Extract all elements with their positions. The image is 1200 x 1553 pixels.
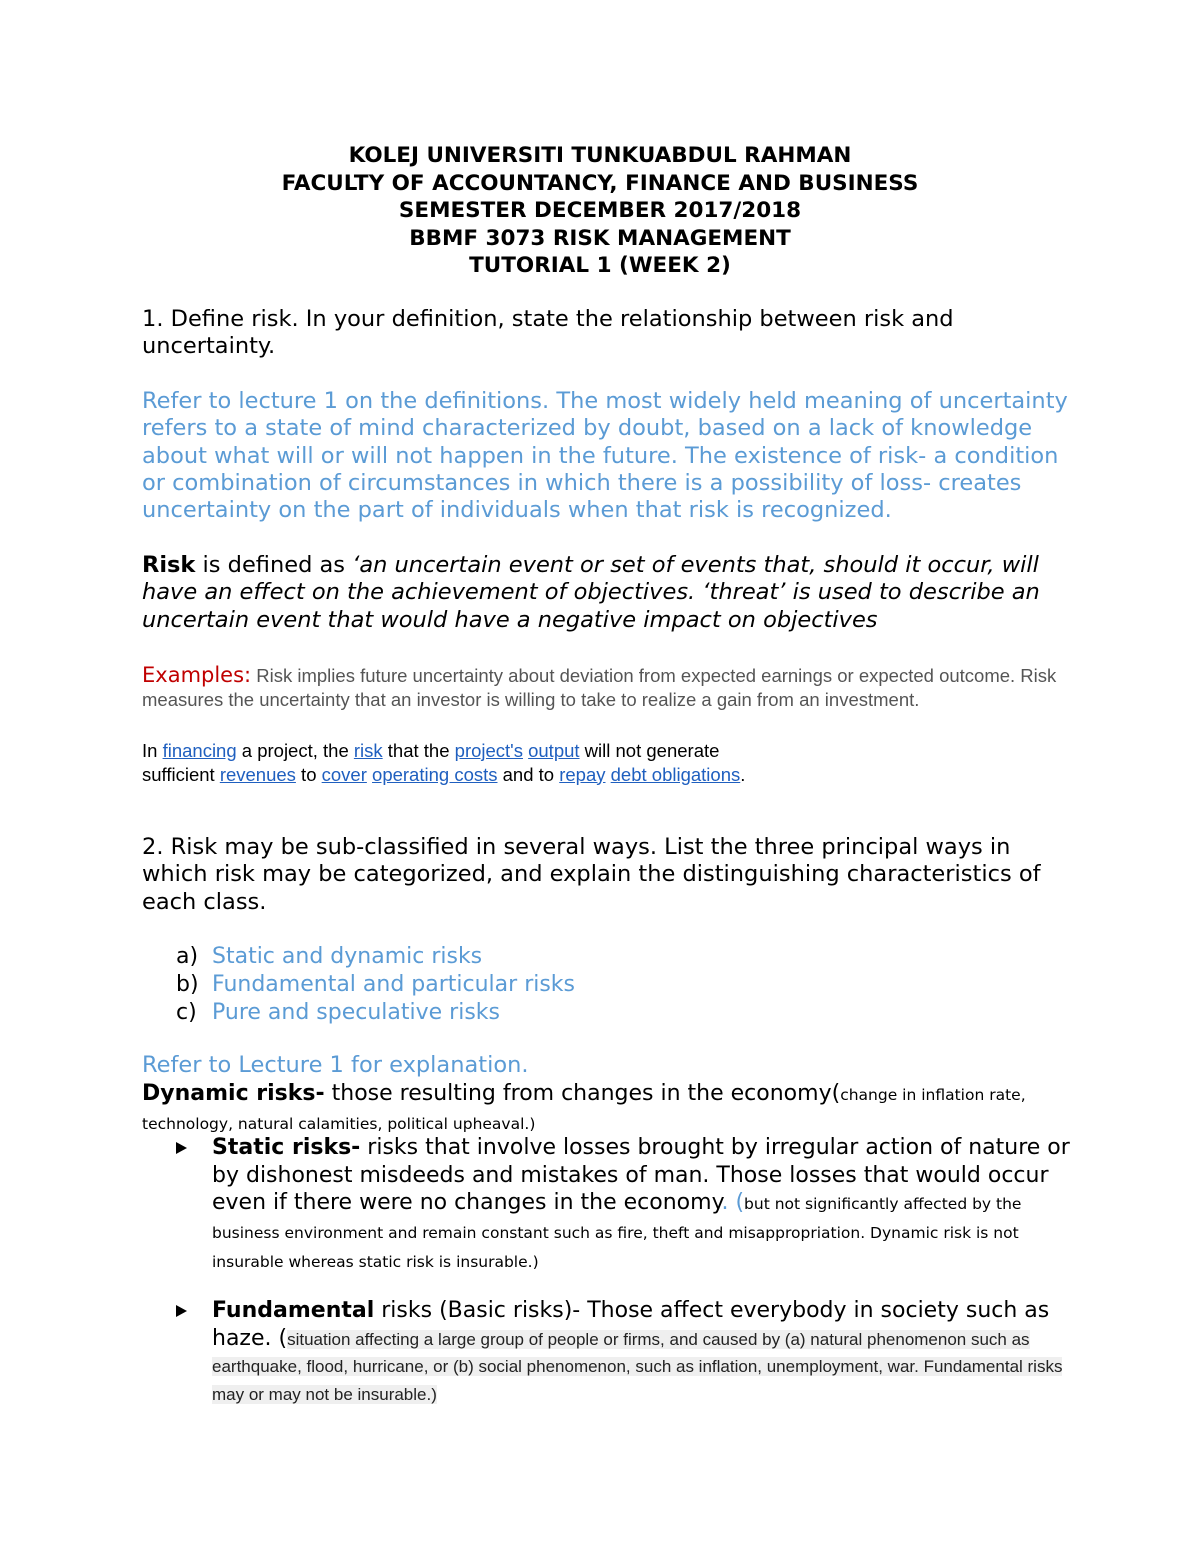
document-header bbox=[0, 142, 1200, 280]
link-cover[interactable]: cover bbox=[321, 763, 367, 785]
link-debt-obligations[interactable]: debt obligations bbox=[610, 763, 741, 785]
static-note: but not significantly affected by the business environment and remain constant such as fire, theft and misappropriation. Dynamic risk is not insurable whereas static risk is insurable.) bbox=[212, 1195, 1022, 1271]
link-output[interactable]: output bbox=[528, 740, 580, 761]
risk-definition-quote: ‘an uncertain event or set of events that, should it occur, will have an effect on the achievement of objectives. ‘threat’ is used to describe an uncertain event that would have a negative impact on objectives bbox=[142, 552, 1040, 633]
question-2: 2. Risk may be sub-classified in several ways. List the three principal ways in which risk may be categorized, and explain the distinguishing characteristics of each class. bbox=[142, 834, 1041, 915]
faculty-name: FACULTY OF ACCOUNTANCY, FINANCE AND BUSINESS bbox=[281, 170, 919, 196]
list-item: c) Pure and speculative risks bbox=[176, 999, 500, 1025]
university-name: KOLEJ UNIVERSITI TUNKUABDUL RAHMAN bbox=[348, 143, 852, 168]
link-projects[interactable]: project's bbox=[454, 740, 523, 761]
answer-1: Refer to lecture 1 on the definitions. The most widely held meaning of uncertainty refers to a state of mind characterized by doubt, based on a lack of knowledge about what will or will not happen in the future. The existence of risk- a condition or combination of circumstances in which there is a possibility of loss- creates uncertainty on the part of individuals when that risk is recognized. bbox=[142, 388, 1068, 524]
document-page: KOLEJ UNIVERSITI TUNKUABDUL RAHMAN FACULTY OF ACCOUNTANCY, FINANCE AND BUSINESS SEMESTER DECEMBER 2017/2018 BBMF 3073 RISK MANAGEMENT TUTORIAL 1 (WEEK 2) 1. Define risk. In your definition, state the relationship between risk and uncertainty. Refer to lecture 1 on the definitions. The most widely held meaning of uncertainty refers to a state of mind characterized by doubt, based on a lack of knowledge about what will or will not happen in the future. The existence of risk- a condition or combination of circumstances in which there is a possibility of loss- creates uncertainty on the part of individuals when that risk is recognized. Risk is defined as ‘an uncertain event or set of events that, should it occur, will have an effect on the achievement of objectives. ‘threat’ is used to describe an uncertain event that would have a negative impact on objectives Examples: Risk implies future uncertainty about deviation from expected earnings or expected outcome. Risk measures the uncertainty that an investor is willing to take to realize a gain from an investment. In financing a project, the risk that the project's output will not generate sufficient revenues to cover operating costs and to repay debt obligations. 2. Risk may be sub-classified in several ways. List the three principal ways in which risk may be categorized, and explain the distinguishing characteristics of each class. a) Static and dynamic risks b) Fundamental and particular risks c) Pure and speculative risks Refer to Lecture 1 for explanation. Dynamic risks- those resulting from changes in the economy(change in inflation rate, technology, natural calamities, political upheaval.) Static risks- risks that involve losses brought by irregular action of nature or by dishonest misdeeds and mistakes of man. Those losses that would occur even if there were no changes in the economy. (but not significantly affected by the business environment and remain constant such as fire, theft and misappropriation. Dynamic risk is not insurable whereas static risk is insurable.) Fundamental risks (Basic risks)- Those affect everybody in society such as haze. (situation affecting a large group of people or firms, and caused by (a) natural phenomenon such as earthquake, flood, hurricane, or (b) social phenomenon, such as inflation, unemployment, war. Fundamental risks may or may not be insurable.) bbox=[0, 0, 1200, 1553]
course-title: BBMF 3073 RISK MANAGEMENT bbox=[409, 225, 791, 251]
risk-term: Risk bbox=[142, 552, 196, 578]
examples-paragraph bbox=[142, 663, 1072, 712]
question-1: 1. Define risk. In your definition, state the relationship between risk and uncertainty. bbox=[142, 306, 954, 360]
examples-text: Risk implies future uncertainty about deviation from expected earnings or expected outcome. Risk measures the uncertainty that an investor is willing to take to realize a gain from an investment. bbox=[142, 665, 1057, 710]
risk-classes-list bbox=[176, 943, 575, 1026]
dynamic-risks: Dynamic risks- those resulting from changes in the economy(change in inflation rate, technology, natural calamities, political upheaval.) bbox=[142, 1081, 1026, 1133]
link-operating-costs[interactable]: operating costs bbox=[372, 763, 498, 785]
link-revenues[interactable]: revenues bbox=[219, 763, 296, 785]
risk-definition: Risk is defined as ‘an uncertain event or set of events that, should it occur, will have an effect on the achievement of objectives. ‘threat’ is used to describe an uncertain event that would have a negative impact on objectives bbox=[142, 552, 1040, 633]
list-item: a) Static and dynamic risks bbox=[176, 944, 483, 969]
refer-lecture: Refer to Lecture 1 for explanation. bbox=[142, 1052, 529, 1078]
fundamental-note: situation affecting a large group of people or firms, and caused by (a) natural phenomenon such as earthquake, flood, hurricane, or (b) social phenomenon, such as inflation, unemployment, war. Fundamental risks may or may not be insurable.) bbox=[212, 1329, 1063, 1404]
triangle-bullet-icon bbox=[176, 1305, 187, 1317]
list-item: b) Fundamental and particular risks bbox=[176, 971, 576, 997]
link-repay[interactable]: repay bbox=[559, 763, 606, 785]
examples-financing: In financing a project, the risk that the project's output will not generate sufficient revenues to cover operating costs and to repay debt obligations. bbox=[142, 740, 746, 785]
dynamic-note: change in inflation rate, technology, natural calamities, political upheaval.) bbox=[142, 1086, 1026, 1133]
link-financing[interactable]: financing bbox=[162, 740, 237, 761]
tutorial-title: TUTORIAL 1 (WEEK 2) bbox=[469, 253, 731, 278]
link-risk[interactable]: risk bbox=[353, 740, 383, 761]
triangle-bullet-icon bbox=[176, 1142, 187, 1154]
examples-label: Examples: bbox=[142, 663, 252, 687]
semester: SEMESTER DECEMBER 2017/2018 bbox=[398, 198, 802, 223]
